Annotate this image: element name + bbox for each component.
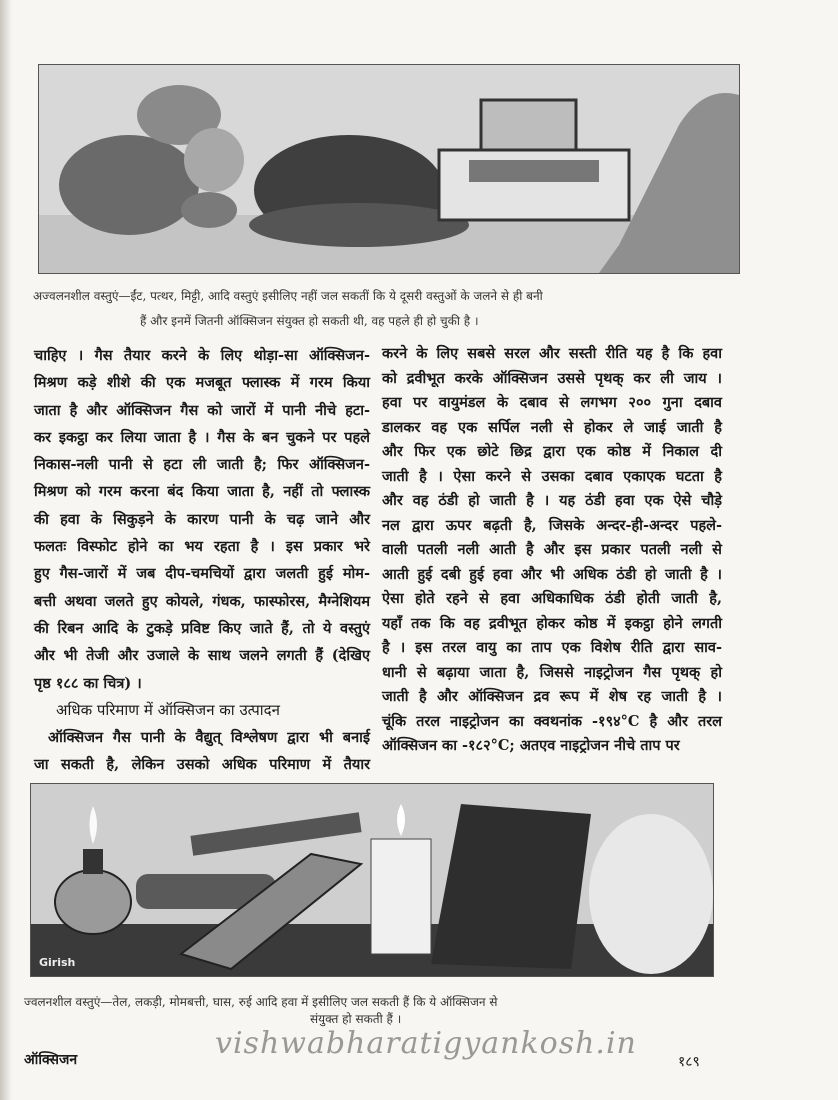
text-line: जाता है और ऑक्सिजन गैस को जारों में पानी नीचे हटा- bbox=[34, 401, 370, 419]
text-line: ऐसा होते रहने से हवा अधिकाधिक ठंडी होती जाती है, bbox=[382, 590, 722, 607]
text-line: हुए गैस-जारों में जब दीप-चमचियों द्वारा जलती हुई मोम- bbox=[34, 565, 370, 583]
text-line: निकास-नली पानी से हटा ली जाती है; फिर ऑक्सिजन- bbox=[34, 456, 370, 474]
non-combustible-illustration bbox=[38, 64, 740, 274]
text-line: ऑक्सिजन का -१८२°C; अतएव नाइट्रोजन नीचे ताप पर bbox=[382, 737, 680, 754]
text-line: को द्रवीभूत करके ऑक्सिजन उससे पृथक् कर ली जाय । bbox=[382, 369, 722, 387]
text-line: डालकर वह एक सर्पिल नली से होकर ले जाई जाती है bbox=[382, 418, 722, 436]
text-line: आती हुई दबी हुई हवा और भी अधिक ठंडी हो जाती है । bbox=[382, 565, 722, 583]
text-line: कर इकट्ठा कर लिया जाता है । गैस के बन चुकने पर पहले bbox=[34, 428, 370, 446]
bottom-figure-caption-line-1: ज्वलनशील वस्तुएं—तेल, लकड़ी, मोमबत्ती, घास, रुई आदि हवा में इसीलिए जल सकती हैं कि ये ऑक्सिजन से bbox=[24, 995, 498, 1009]
text-line: जाती है और ऑक्सिजन द्रव रूप में शेष रह जाती है । bbox=[382, 688, 722, 705]
text-line: और भी तेजी और उजाले के साथ जलने लगती हैं (देखिए bbox=[34, 647, 370, 665]
text-line: यहाँ तक कि वह द्रवीभूत होकर कोष्ठ में इकट्ठा होने लगती bbox=[382, 614, 722, 632]
text-line: मिश्रण कड़े शीशे की एक मजबूत फ्लास्क में गरम किया bbox=[34, 374, 370, 392]
text-line: हवा पर वायुमंडल के दबाव से लगभग २०० गुना दबाव bbox=[382, 394, 722, 411]
text-line: चूंकि तरल नाइट्रोजन का क्वथनांक -१९४°C है और तरल bbox=[382, 712, 722, 730]
text-line: जाती है । ऐसा करने से उसका दबाव एकाएक घटता है bbox=[382, 467, 722, 485]
text-line: करने के लिए सबसे सरल और सस्ती रीति यह है कि हवा bbox=[382, 345, 722, 362]
right-text-column bbox=[382, 342, 722, 759]
combustible-illustration bbox=[30, 783, 714, 977]
running-title: ऑक्सिजन bbox=[24, 1052, 78, 1068]
text-line: और फिर एक छोटे छिद्र द्वारा एक कोष्ठ में निकाल दी bbox=[382, 443, 722, 460]
text-line: मिश्रण को गरम करना बंद किया जाता है, नहीं तो फ्लास्क bbox=[34, 483, 370, 501]
left-text-column bbox=[34, 342, 370, 779]
watermark: vishwabharatigyankosh.in bbox=[215, 1026, 637, 1061]
artist-signature: Girish bbox=[39, 956, 76, 969]
text-line: नल द्वारा ऊपर बढ़ती है, जिसके अन्दर-ही-अन्दर पहले- bbox=[382, 516, 722, 534]
text-line: और वह ठंडी हो जाती है । यह ठंडी हवा एक ऐसे चौड़े bbox=[382, 492, 722, 509]
text-line: है । इस तरल वायु का ताप एक विशेष रीति द्वारा साव- bbox=[382, 639, 722, 656]
text-line: धानी से बढ़ाया जाता है, जिससे नाइट्रोजन गैस पृथक् हो bbox=[382, 663, 722, 681]
section-heading: अधिक परिमाण में ऑक्सिजन का उत्पादन bbox=[56, 700, 280, 719]
bottom-figure-caption-line-2: संयुक्त हो सकती हैं । bbox=[310, 1012, 402, 1026]
text-line: चाहिए । गैस तैयार करने के लिए थोड़ा-सा ऑक्सिजन- bbox=[34, 347, 370, 364]
text-line: वाली पतली नली आती है और इस प्रकार पतली नली से bbox=[382, 541, 722, 558]
text-line: बत्ती अथवा जलते हुए कोयले, गंधक, फास्फोरस, मैग्नेशियम bbox=[34, 592, 370, 610]
text-line: पृष्ठ १८८ का चित्र) । bbox=[34, 674, 142, 692]
text-line: जा सकती है, लेकिन उसको अधिक परिमाण में तैयार bbox=[34, 756, 370, 774]
top-figure-caption-line-2: हैं और इनमें जितनी ऑक्सिजन संयुक्त हो सकती थी, वह पहले ही हो चुकी है । bbox=[140, 314, 479, 328]
text-line: की हवा के सिकुड़ने के कारण पानी के चढ़ जाने और bbox=[34, 510, 370, 528]
page-edge-shadow bbox=[0, 0, 12, 1100]
text-line: की रिबन आदि के टुकड़े प्रविष्ट किए जाते हैं, तो ये वस्तुएं bbox=[34, 619, 370, 637]
top-figure-caption-line-1: अज्वलनशील वस्तुएं—ईंट, पत्थर, मिट्टी, आदि वस्तुएं इसीलिए नहीं जल सकतीं कि ये दूसरी वस्तुओं के जलने से ही बनी bbox=[33, 289, 543, 303]
text-line: फलतः विस्फोट होने का भय रहता है । इस प्रकार भरे bbox=[34, 538, 370, 556]
text-line: ऑक्सिजन गैस पानी के वैद्युत् विश्लेषण द्वारा भी बनाई bbox=[48, 729, 370, 747]
page-number: १८९ bbox=[678, 1054, 700, 1070]
